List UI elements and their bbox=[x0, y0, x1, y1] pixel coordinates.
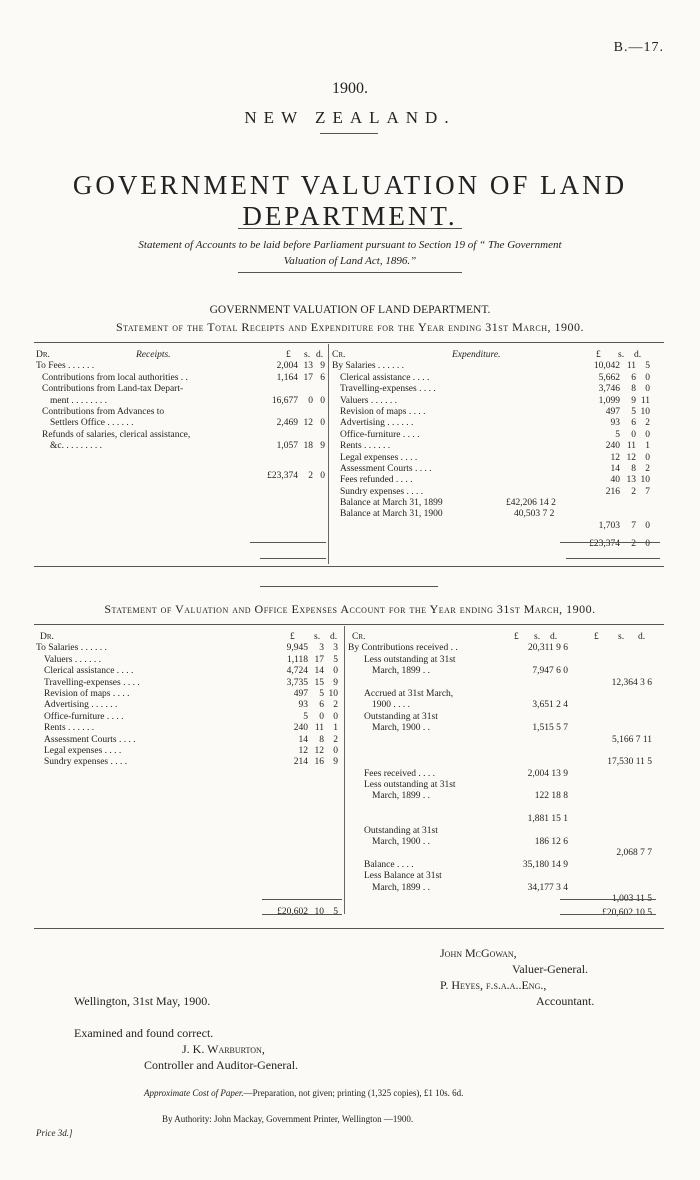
expenditure-header: Cr. Expenditure. £ s. d. bbox=[332, 350, 642, 360]
divider bbox=[320, 133, 378, 134]
table-top-rule bbox=[34, 342, 664, 343]
credit-row: 17,530 11 5 bbox=[607, 757, 652, 768]
credit-row bbox=[348, 746, 658, 757]
expenditure-row: Legal expenses . . . . 12 12 0 bbox=[340, 452, 650, 463]
price-note: Price 3d.] bbox=[36, 1128, 73, 1138]
debit-row: To Salaries . . . . . . 9,945 3 3 bbox=[36, 643, 338, 654]
total-double-rule bbox=[566, 558, 660, 559]
statement2-heading: Statement of Valuation and Office Expenses Account for the Year ending 31st March, 1900. bbox=[104, 602, 596, 616]
expenditure-column bbox=[332, 350, 654, 551]
credit-column bbox=[348, 632, 658, 920]
debit-row: Travelling-expenses . . . . 3,735 15 9 bbox=[44, 677, 338, 688]
column-divider bbox=[328, 344, 329, 564]
statement1-heading: Statement of the Total Receipts and Expenditure for the Year ending 31st March, 1900. bbox=[116, 320, 584, 334]
receipt-row: ment . . . . . . . . 16,677 0 0 bbox=[50, 395, 325, 406]
place-date: Wellington, 31st May, 1900. bbox=[74, 994, 211, 1008]
receipt-row: To Fees . . . . . . 2,004 13 9 bbox=[36, 361, 325, 372]
total-double-rule bbox=[262, 914, 342, 915]
document-reference: B.—17. bbox=[613, 40, 664, 55]
divider bbox=[260, 586, 438, 587]
credit-row: 5,166 7 11 bbox=[611, 734, 652, 745]
credit-row: March, 1900 . . 1,515 5 7 bbox=[372, 723, 568, 734]
credit-row: Fees received . . . . 2,004 13 9 bbox=[364, 768, 568, 779]
expenditure-row: By Salaries . . . . . . 10,042 11 5 bbox=[332, 361, 650, 372]
debit-row: Sundry expenses . . . . 214 16 9 bbox=[44, 757, 338, 768]
debit-row: Valuers . . . . . . 1,118 17 5 bbox=[44, 654, 338, 665]
examined-note: Examined and found correct. bbox=[74, 1026, 214, 1040]
credit-header: Cr. £ s. d. £ s. d. bbox=[352, 632, 646, 642]
debit-header: Dr. £ s. d. bbox=[40, 632, 338, 642]
expenditure-row: Valuers . . . . . . 1,099 9 11 bbox=[340, 395, 650, 406]
authority-line: By Authority: John Mackay, Government Printer, Wellington —1900. bbox=[162, 1114, 414, 1124]
document-year: 1900. bbox=[332, 80, 368, 97]
debit-row: Office-furniture . . . . 5 0 0 bbox=[44, 711, 338, 722]
credit-row: March, 1899 . . 122 18 8 bbox=[372, 791, 568, 802]
expenditure-row: Advertising . . . . . . 93 6 2 bbox=[340, 418, 650, 429]
signatory-mcgowan-title: Valuer-General. bbox=[512, 962, 589, 976]
receipts-header: Dr. Receipts. £ s. d. bbox=[36, 350, 324, 360]
table-top-rule bbox=[34, 624, 664, 625]
signatory-warburton-title: Controller and Auditor-General. bbox=[144, 1058, 299, 1072]
credit-row: 2,068 7 7 bbox=[616, 848, 652, 859]
balance-1899-row: Balance at March 31, 1899 £42,206 14 2 bbox=[340, 498, 556, 509]
signatory-warburton: J. K. Warburton, bbox=[182, 1042, 265, 1056]
debit-row: Advertising . . . . . . 93 6 2 bbox=[44, 700, 338, 711]
signatory-heyes-title: Accountant. bbox=[536, 994, 595, 1008]
debit-row: Rents . . . . . . 240 11 1 bbox=[44, 723, 338, 734]
total-double-rule bbox=[260, 558, 326, 559]
signatory-heyes: P. Heyes, f.s.a.a..Eng., bbox=[440, 978, 547, 992]
expenditure-row: Office-furniture . . . . 5 0 0 bbox=[340, 429, 650, 440]
debit-row: Revision of maps . . . . 497 5 10 bbox=[44, 688, 338, 699]
cost-note: Approximate Cost of Paper.—Preparation, not given; printing (1,325 copies), £1 10s. 6d. bbox=[144, 1088, 464, 1098]
expenditure-row: Clerical assistance . . . . 5,662 6 0 bbox=[340, 372, 650, 383]
debit-row: Legal expenses . . . . 12 12 0 bbox=[44, 745, 338, 756]
country-heading: NEW ZEALAND. bbox=[244, 108, 456, 127]
receipts-column bbox=[36, 350, 326, 482]
credit-row: By Contributions received . . 20,311 9 6 bbox=[348, 643, 568, 654]
credit-row: 1,003 11 5 bbox=[611, 893, 652, 904]
expenditure-row: Fees refunded . . . . 40 13 10 bbox=[340, 475, 650, 486]
credit-row: Accrued at 31st March, bbox=[364, 688, 454, 699]
sum-rule bbox=[262, 899, 342, 900]
receipt-row: &c. . . . . . . . . 1,057 18 9 bbox=[50, 441, 325, 452]
credit-row: Less outstanding at 31st bbox=[364, 780, 456, 791]
sum-rule bbox=[250, 542, 326, 543]
expenditure-row: Revision of maps . . . . 497 5 10 bbox=[340, 406, 650, 417]
divider bbox=[238, 228, 462, 229]
credit-row: Less Balance at 31st bbox=[364, 871, 442, 882]
credit-row: Outstanding at 31st bbox=[364, 825, 438, 836]
divider bbox=[238, 272, 462, 273]
credit-row: Balance . . . . 35,180 14 9 bbox=[364, 859, 568, 870]
subtitle: Statement of Accounts to be laid before Parliament pursuant to Section 19 of “ The Government Valuation of Land Act, 1896.” bbox=[138, 239, 562, 267]
table-bottom-rule bbox=[34, 566, 664, 567]
debit-total: £20,602 10 5 bbox=[277, 906, 338, 917]
column-divider bbox=[344, 626, 345, 914]
credit-row: March, 1900 . . 186 12 6 bbox=[372, 837, 568, 848]
credit-total: £20,602 10 5 bbox=[602, 908, 652, 919]
receipt-row: Refunds of salaries, clerical assistance, bbox=[42, 429, 191, 440]
credit-row: March, 1899 . . 7,947 6 0 bbox=[372, 666, 568, 677]
balance-difference-row: 1,703 7 0 bbox=[598, 520, 650, 531]
expenditure-row: Travelling-expenses . . . . 3,746 8 0 bbox=[340, 384, 650, 395]
signatory-mcgowan: John McGowan, bbox=[440, 946, 517, 960]
credit-row: 1900 . . . . 3,651 2 4 bbox=[372, 700, 568, 711]
receipt-row: Contributions from local authorities . . 1,164 17 6 bbox=[42, 372, 325, 383]
receipt-row: Contributions from Advances to bbox=[42, 406, 165, 417]
expenditure-row: Rents . . . . . . 240 11 1 bbox=[340, 441, 650, 452]
receipt-row: Settlers Office . . . . . . 2,469 12 0 bbox=[50, 418, 325, 429]
total-double-rule bbox=[560, 914, 656, 915]
expenditure-row: Assessment Courts . . . . 14 8 2 bbox=[340, 463, 650, 474]
statement1-department: GOVERNMENT VALUATION OF LAND DEPARTMENT. bbox=[209, 304, 491, 316]
balance-1900-row: Balance at March 31, 1900 40,503 7 2 bbox=[340, 509, 555, 520]
debit-column bbox=[36, 632, 342, 918]
credit-row: Outstanding at 31st bbox=[364, 711, 438, 722]
table-bottom-rule bbox=[34, 928, 664, 929]
receipt-row: Contributions from Land-tax Depart- bbox=[42, 384, 184, 395]
debit-row: Clerical assistance . . . . 4,724 14 0 bbox=[44, 666, 338, 677]
expenditure-total: £23,374 2 0 bbox=[589, 539, 650, 550]
credit-row: 1,881 15 1 bbox=[527, 814, 568, 825]
page-title: GOVERNMENT VALUATION OF LAND DEPARTMENT. bbox=[72, 170, 628, 231]
debit-row: Assessment Courts . . . . 14 8 2 bbox=[44, 734, 338, 745]
sum-rule bbox=[560, 899, 656, 900]
expenditure-row: Sundry expenses . . . . 216 2 7 bbox=[340, 486, 650, 497]
credit-row: 12,364 3 6 bbox=[611, 677, 652, 688]
credit-row bbox=[348, 803, 658, 814]
credit-row: Less outstanding at 31st bbox=[364, 654, 456, 665]
credit-row: March, 1899 . . 34,177 3 4 bbox=[372, 882, 568, 893]
receipts-total: £23,374 2 0 bbox=[267, 470, 325, 481]
sum-rule bbox=[560, 542, 660, 543]
